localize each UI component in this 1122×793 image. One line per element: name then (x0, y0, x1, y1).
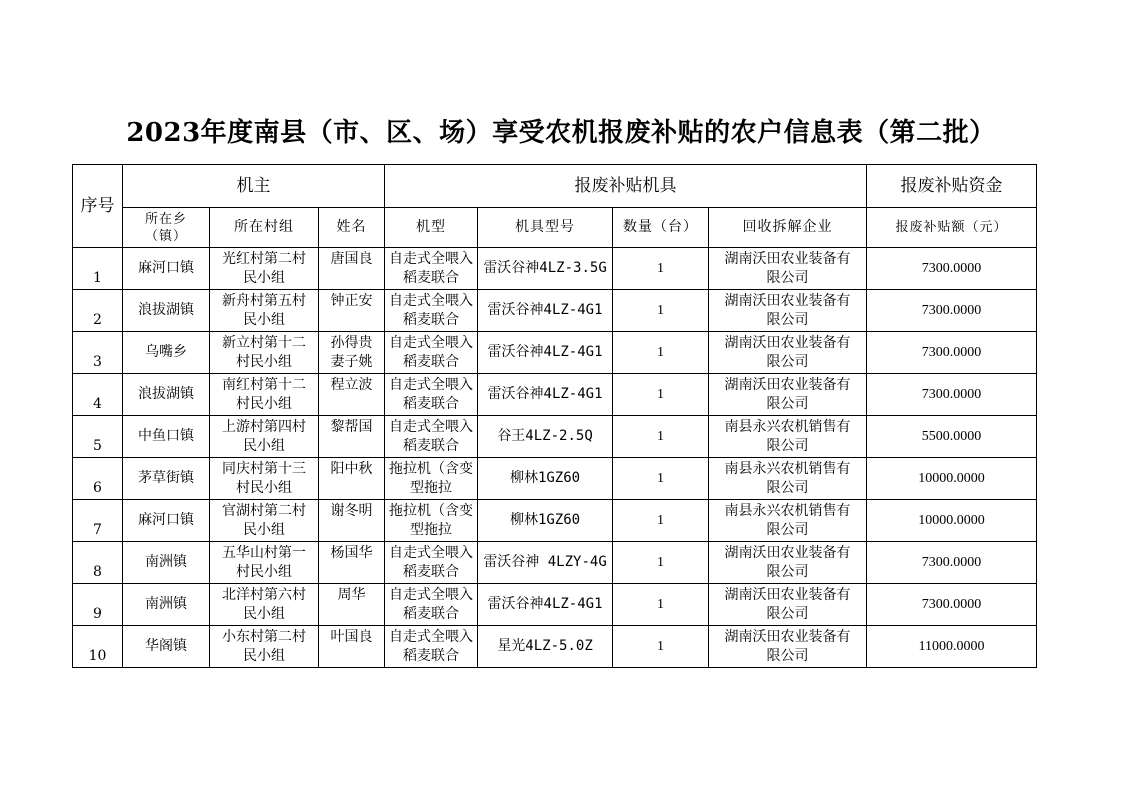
cell-company (709, 458, 867, 500)
header-village: 所在村组 (210, 208, 319, 248)
cell-town: 南洲镇 (123, 584, 210, 626)
cell-name-text: 谢冬明 (330, 503, 373, 519)
table-row (73, 290, 1037, 332)
cell-company-text: 湖南沃田农业装备有限公司 (724, 293, 851, 328)
cell-qty: 1 (613, 500, 709, 542)
cell-village (210, 374, 319, 416)
cell-type (385, 332, 478, 374)
table-row (73, 416, 1037, 458)
header-seq: 序号 (73, 165, 123, 248)
cell-company-text: 湖南沃田农业装备有限公司 (724, 377, 851, 412)
cell-town: 中鱼口镇 (123, 416, 210, 458)
cell-name (319, 248, 385, 290)
cell-company-text: 湖南沃田农业装备有限公司 (724, 629, 851, 664)
cell-company (709, 332, 867, 374)
cell-company-text: 南县永兴农机销售有限公司 (724, 503, 851, 538)
table-row (73, 458, 1037, 500)
cell-name-text: 唐国良 (330, 251, 373, 267)
table-row (73, 542, 1037, 584)
header-qty: 数量（台） (613, 208, 709, 248)
cell-village-text: 小东村第二村民小组 (222, 629, 306, 664)
cell-village-text: 五华山村第一村民小组 (222, 545, 306, 580)
cell-qty: 1 (613, 542, 709, 584)
cell-village-text: 光红村第二村民小组 (222, 251, 306, 286)
cell-model: 雷沃谷神4LZ-4G1 (478, 374, 613, 416)
cell-seq: 1 (73, 248, 123, 290)
cell-model: 雷沃谷神4LZ-4G1 (478, 290, 613, 332)
table-row (73, 500, 1037, 542)
cell-model: 柳林1GZ60 (478, 458, 613, 500)
header-name: 姓名 (319, 208, 385, 248)
cell-model: 谷王4LZ-2.5Q (478, 416, 613, 458)
cell-name (319, 332, 385, 374)
header-amount: 报废补贴额（元） (867, 208, 1037, 248)
cell-type-text: 自走式全喂入稻麦联合 (389, 335, 474, 370)
cell-company (709, 374, 867, 416)
cell-company (709, 290, 867, 332)
cell-town: 麻河口镇 (123, 500, 210, 542)
cell-village (210, 626, 319, 668)
cell-model: 雷沃谷神 4LZY-4G (478, 542, 613, 584)
table-row (73, 332, 1037, 374)
cell-amount: 7300.0000 (867, 332, 1037, 374)
cell-company-text: 湖南沃田农业装备有限公司 (724, 335, 851, 370)
cell-type-text: 自走式全喂入稻麦联合 (389, 545, 474, 580)
cell-name-text: 周华 (337, 587, 366, 603)
table-row (73, 626, 1037, 668)
cell-amount: 7300.0000 (867, 584, 1037, 626)
cell-qty: 1 (613, 626, 709, 668)
cell-village-text: 官湖村第二村民小组 (222, 503, 306, 538)
header-type: 机型 (385, 208, 478, 248)
cell-qty: 1 (613, 290, 709, 332)
cell-type-text: 自走式全喂入稻麦联合 (389, 293, 474, 328)
cell-model: 雷沃谷神4LZ-4G1 (478, 584, 613, 626)
cell-village (210, 584, 319, 626)
cell-town: 乌嘴乡 (123, 332, 210, 374)
cell-seq: 4 (73, 374, 123, 416)
table-row (73, 374, 1037, 416)
cell-company (709, 626, 867, 668)
cell-name (319, 458, 385, 500)
cell-qty: 1 (613, 458, 709, 500)
cell-type (385, 584, 478, 626)
cell-company (709, 248, 867, 290)
cell-company-text: 湖南沃田农业装备有限公司 (724, 545, 851, 580)
cell-name-text: 孙得贵妻子姚 (330, 335, 373, 370)
cell-name (319, 626, 385, 668)
header-owner-group: 机主 (123, 165, 385, 208)
cell-amount: 7300.0000 (867, 248, 1037, 290)
cell-company (709, 500, 867, 542)
cell-seq: 6 (73, 458, 123, 500)
cell-town: 茅草街镇 (123, 458, 210, 500)
cell-town: 华阁镇 (123, 626, 210, 668)
cell-type (385, 542, 478, 584)
header-model: 机具型号 (478, 208, 613, 248)
document-title: 2023年度南县（市、区、场）享受农机报废补贴的农户信息表（第二批） (126, 118, 996, 148)
cell-qty: 1 (613, 248, 709, 290)
cell-town: 浪拔湖镇 (123, 290, 210, 332)
cell-type-text: 自走式全喂入稻麦联合 (389, 377, 474, 412)
cell-amount: 7300.0000 (867, 290, 1037, 332)
cell-model: 雷沃谷神4LZ-4G1 (478, 332, 613, 374)
cell-name (319, 290, 385, 332)
cell-type (385, 290, 478, 332)
cell-village (210, 458, 319, 500)
cell-name (319, 416, 385, 458)
cell-amount: 10000.0000 (867, 500, 1037, 542)
cell-type (385, 248, 478, 290)
cell-model: 星光4LZ-5.0Z (478, 626, 613, 668)
cell-name (319, 374, 385, 416)
cell-name (319, 500, 385, 542)
cell-village-text: 北洋村第六村民小组 (222, 587, 306, 622)
cell-amount: 5500.0000 (867, 416, 1037, 458)
cell-type (385, 416, 478, 458)
cell-qty: 1 (613, 584, 709, 626)
header-town: 所在乡（镇） (123, 208, 210, 248)
cell-name-text: 杨国华 (330, 545, 373, 561)
cell-type-text: 自走式全喂入稻麦联合 (389, 251, 474, 286)
header-machine-group: 报废补贴机具 (385, 165, 867, 208)
cell-amount: 10000.0000 (867, 458, 1037, 500)
cell-town: 浪拔湖镇 (123, 374, 210, 416)
cell-village (210, 500, 319, 542)
cell-name-text: 叶国良 (330, 629, 373, 645)
cell-name-text: 程立波 (330, 377, 373, 393)
cell-town: 南洲镇 (123, 542, 210, 584)
cell-seq: 7 (73, 500, 123, 542)
table-row (73, 248, 1037, 290)
cell-name-text: 黎帮国 (330, 419, 373, 435)
cell-type-text: 自走式全喂入稻麦联合 (389, 587, 474, 622)
cell-type-text: 自走式全喂入稻麦联合 (389, 419, 474, 454)
subsidy-table (72, 164, 1037, 668)
cell-model: 雷沃谷神4LZ-3.5G (478, 248, 613, 290)
cell-village (210, 416, 319, 458)
cell-name (319, 542, 385, 584)
cell-village (210, 248, 319, 290)
table-row (73, 584, 1037, 626)
cell-model: 柳林1GZ60 (478, 500, 613, 542)
cell-name-text: 钟正安 (330, 293, 373, 309)
cell-village-text: 南红村第十二村民小组 (222, 377, 306, 412)
cell-type (385, 500, 478, 542)
cell-seq: 2 (73, 290, 123, 332)
cell-company-text: 湖南沃田农业装备有限公司 (724, 587, 851, 622)
cell-seq: 10 (73, 626, 123, 668)
cell-qty: 1 (613, 416, 709, 458)
cell-company-text: 南县永兴农机销售有限公司 (724, 461, 851, 496)
cell-qty: 1 (613, 332, 709, 374)
cell-seq: 5 (73, 416, 123, 458)
cell-type-text: 拖拉机（含变型拖拉 (389, 503, 474, 538)
cell-seq: 3 (73, 332, 123, 374)
cell-name-text: 阳中秋 (330, 461, 373, 477)
cell-qty: 1 (613, 374, 709, 416)
cell-village-text: 新立村第十二村民小组 (222, 335, 306, 370)
cell-company (709, 542, 867, 584)
cell-type-text: 拖拉机（含变型拖拉 (389, 461, 474, 496)
cell-company-text: 南县永兴农机销售有限公司 (724, 419, 851, 454)
cell-village-text: 同庆村第十三村民小组 (222, 461, 306, 496)
header-company: 回收拆解企业 (709, 208, 867, 248)
cell-type (385, 626, 478, 668)
cell-village (210, 332, 319, 374)
cell-seq: 8 (73, 542, 123, 584)
cell-village (210, 290, 319, 332)
cell-company-text: 湖南沃田农业装备有限公司 (724, 251, 851, 286)
cell-company (709, 416, 867, 458)
table-body (73, 248, 1037, 668)
cell-name (319, 584, 385, 626)
cell-village-text: 上游村第四村民小组 (222, 419, 306, 454)
cell-type (385, 374, 478, 416)
header-funds-group: 报废补贴资金 (867, 165, 1037, 208)
cell-amount: 11000.0000 (867, 626, 1037, 668)
cell-amount: 7300.0000 (867, 542, 1037, 584)
cell-seq: 9 (73, 584, 123, 626)
cell-amount: 7300.0000 (867, 374, 1037, 416)
cell-type-text: 自走式全喂入稻麦联合 (389, 629, 474, 664)
cell-company (709, 584, 867, 626)
cell-village-text: 新舟村第五村民小组 (222, 293, 306, 328)
cell-village (210, 542, 319, 584)
cell-type (385, 458, 478, 500)
cell-town: 麻河口镇 (123, 248, 210, 290)
